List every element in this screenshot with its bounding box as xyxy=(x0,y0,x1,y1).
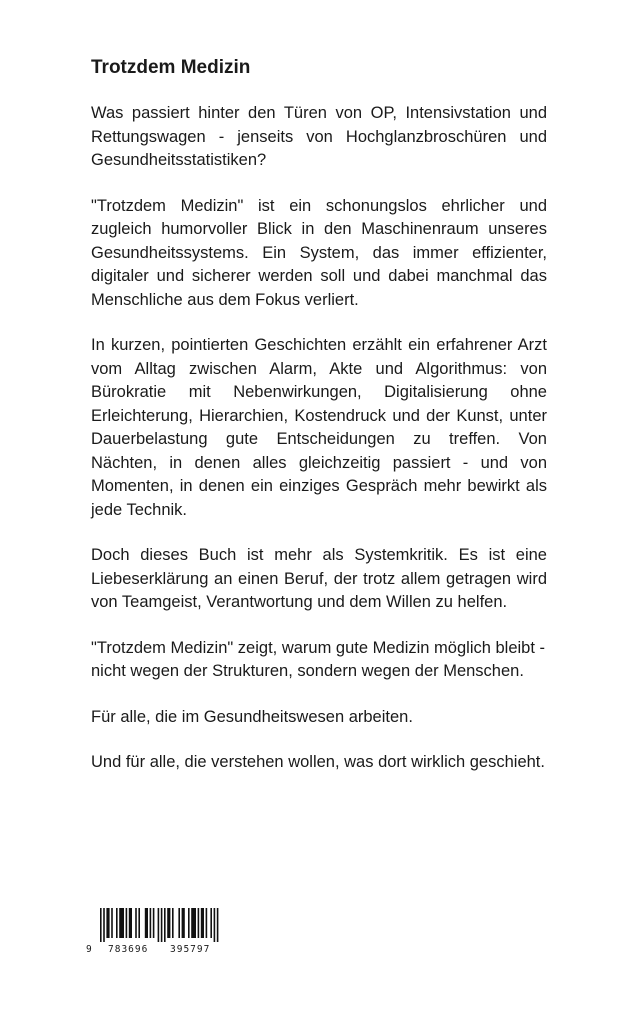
barcode-bar xyxy=(103,908,105,942)
barcode-bar xyxy=(164,908,166,942)
barcode-bar xyxy=(188,908,190,938)
barcode-bar xyxy=(161,908,163,942)
barcode-bar xyxy=(135,908,137,938)
paragraph-stories: In kurzen, pointierten Geschichten erzählt ein erfahrener Arzt vom Alltag zwischen Alarm, Akte und Algorithmus: von Bürokratie mit Nebenwirkungen, Digitalisierung ohne Erleichterung, Hierarchien, Kostendruck und der Kunst, unter Dauerbelastung gute Entscheidungen zu treffen. Von Nächten, in denen alles gleichzeitig passiert - und von Momenten, in denen ein einziges Gespräch mehr bewirkt als jede Technik. xyxy=(91,336,547,519)
book-title: Trotzdem Medizin xyxy=(91,57,251,78)
barcode-bar xyxy=(172,908,174,938)
barcode-bar xyxy=(111,908,113,938)
isbn-barcode xyxy=(86,908,226,960)
barcode-bars xyxy=(100,908,220,942)
paragraph-declaration-of-love: Doch dieses Buch ist mehr als Systemkritik. Es ist eine Liebeserklärung an einen Beruf, der trotz allem getragen wird von Teamgeist, Verantwortung und dem Willen zu helfen. xyxy=(91,546,547,611)
barcode-first-digit: 9 xyxy=(86,944,92,955)
barcode-bar xyxy=(201,908,204,938)
barcode-bar xyxy=(106,908,109,938)
paragraph-book-description: "Trotzdem Medizin" ist ein schonungslos ehrlicher und zugleich humorvoller Blick in den Maschinenraum unseres Gesundheitssystems. Ein System, das immer effizienter, digitaler und sicherer werden soll und dabei manchmal das Menschliche aus dem Fokus verliert. xyxy=(91,196,547,309)
barcode-bar xyxy=(206,908,208,938)
barcode-bar xyxy=(158,908,160,942)
barcode-bar xyxy=(116,908,118,938)
paragraph-for-health-workers: Für alle, die im Gesundheitswesen arbeiten. xyxy=(91,707,413,726)
barcode-bar xyxy=(150,908,152,938)
barcode-left-digits: 783696 xyxy=(108,944,149,955)
barcode-bar xyxy=(153,908,155,938)
paragraph-why-medicine: "Trotzdem Medizin" zeigt, warum gute Medizin möglich bleibt - nicht wegen der Strukturen, sondern wegen der Menschen. xyxy=(91,638,546,680)
barcode-bar xyxy=(191,908,196,938)
back-cover-text xyxy=(91,56,547,797)
barcode-bar xyxy=(198,908,200,938)
barcode-bar xyxy=(119,908,124,938)
barcode-bar xyxy=(210,908,212,938)
barcode-bar xyxy=(217,908,219,942)
barcode-bar xyxy=(214,908,216,942)
barcode-bar xyxy=(145,908,148,938)
paragraph-intro-question: Was passiert hinter den Türen von OP, Intensivstation und Rettungswagen - jenseits von Hochglanzbroschüren und Gesundheitsstatistiken? xyxy=(91,104,547,169)
barcode-bar xyxy=(100,908,102,942)
barcode-bar xyxy=(126,908,128,938)
barcode-right-digits: 395797 xyxy=(170,944,211,955)
barcode-bar xyxy=(167,908,170,938)
paragraph-for-everyone: Und für alle, die verstehen wollen, was dort wirklich geschieht. xyxy=(91,753,545,771)
barcode-bar xyxy=(129,908,132,938)
barcode-bar xyxy=(138,908,140,938)
barcode-bar xyxy=(178,908,180,938)
barcode-bar xyxy=(182,908,185,938)
